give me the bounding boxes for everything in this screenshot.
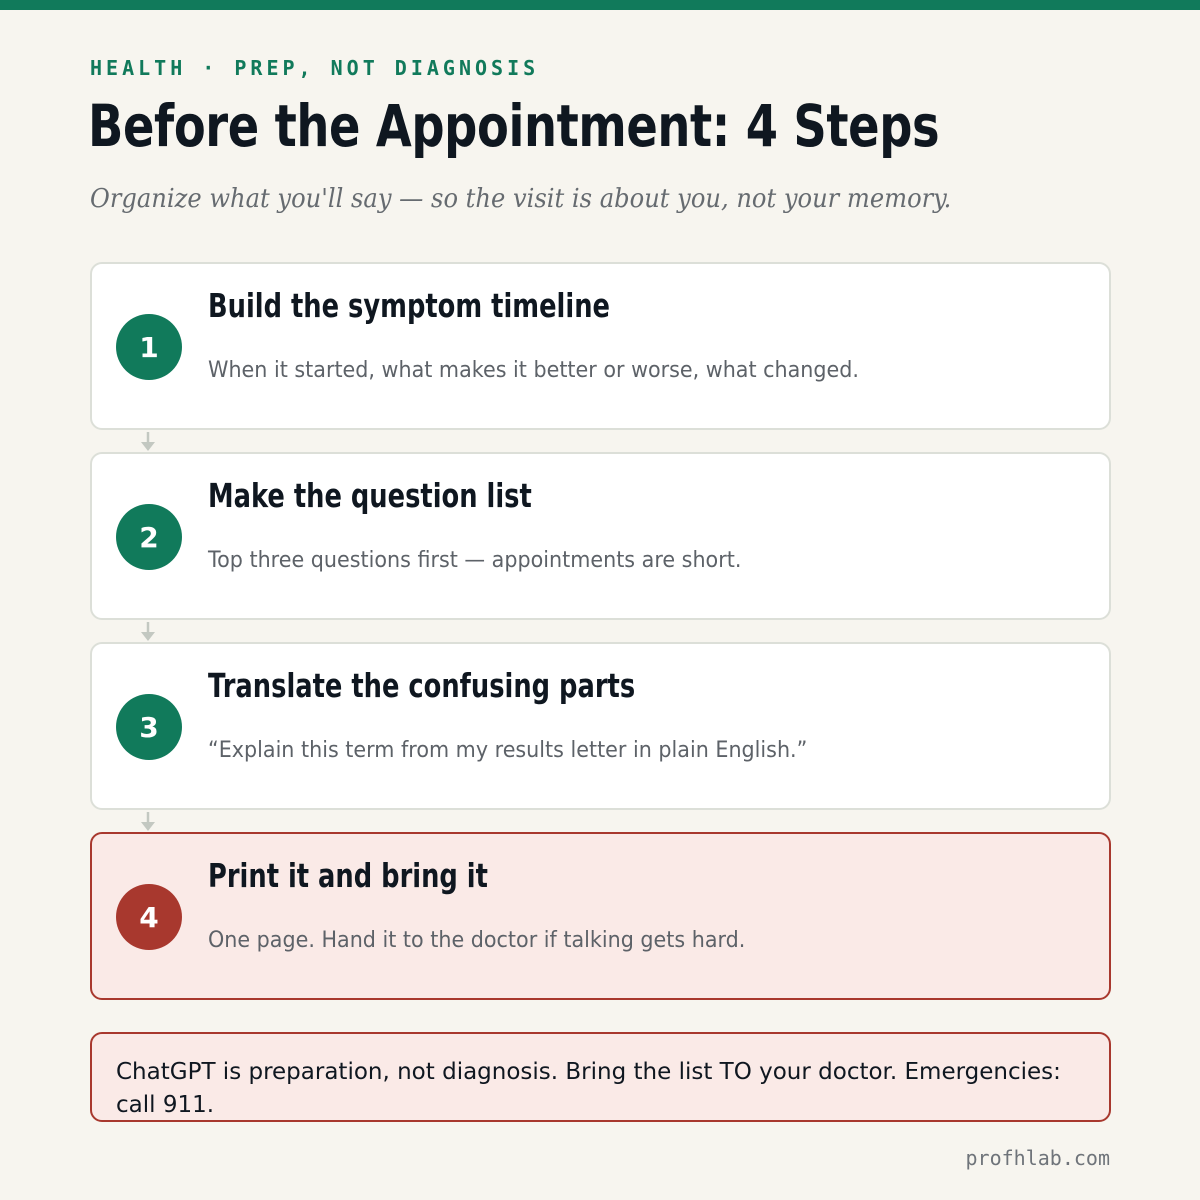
- step-card-3: [90, 642, 1111, 810]
- down-arrow-icon: [140, 432, 156, 452]
- step-number-badge: 1: [116, 314, 182, 380]
- step-number-badge: 2: [116, 504, 182, 570]
- step-title: Build the symptom timeline: [208, 286, 610, 325]
- step-description: Top three questions first — appointments are short.: [208, 548, 742, 573]
- step-number-badge: 3: [116, 694, 182, 760]
- down-arrow-icon: [140, 622, 156, 642]
- step-description: When it started, what makes it better or worse, what changed.: [208, 358, 859, 383]
- step-description: “Explain this term from my results letter in plain English.”: [208, 738, 808, 763]
- page-title: Before the Appointment: 4 Steps: [88, 92, 940, 160]
- top-accent-bar: [0, 0, 1200, 10]
- disclaimer-text: ChatGPT is preparation, not diagnosis. Bring the list TO your doctor. Emergencies: call 911.: [116, 1059, 1061, 1118]
- down-arrow-icon: [140, 812, 156, 832]
- page-subtitle: Organize what you'll say — so the visit is about you, not your memory.: [90, 184, 952, 214]
- step-number-badge: 4: [116, 884, 182, 950]
- step-card-4: [90, 832, 1111, 1000]
- step-title: Print it and bring it: [208, 856, 488, 895]
- eyebrow-label: HEALTH · PREP, NOT DIAGNOSIS: [90, 56, 540, 80]
- step-description: One page. Hand it to the doctor if talking gets hard.: [208, 928, 746, 953]
- step-card-2: [90, 452, 1111, 620]
- disclaimer-note: [90, 1032, 1111, 1122]
- step-title: Translate the confusing parts: [208, 666, 636, 705]
- step-card-1: [90, 262, 1111, 430]
- footer-site-link[interactable]: profhlab.com: [965, 1146, 1110, 1170]
- step-title: Make the question list: [208, 476, 532, 515]
